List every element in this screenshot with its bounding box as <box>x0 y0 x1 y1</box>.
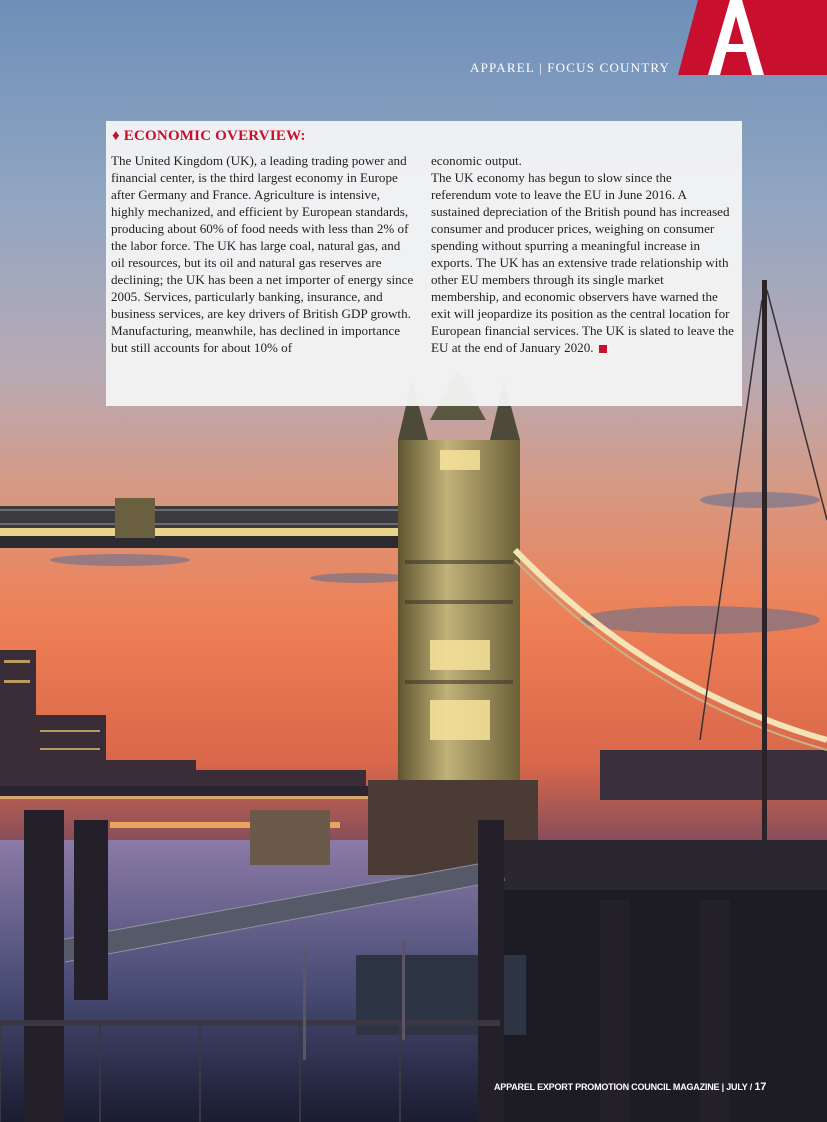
page-footer <box>494 1081 766 1093</box>
magazine-logo <box>678 0 827 75</box>
article-column-1: The United Kingdom (UK), a leading trading power and financial center, is the third largest economy in Europe after Germany and France. Agriculture is intensive, highly mechanized, and efficient by European standards, producing about 60% of food needs with less than 2% of the labor force. The UK has large coal, natural gas, and oil resources, but its oil and natural gas reserves are declining; the UK has been a net importer of energy since 2005. Services, particularly banking, insurance, and business services, are key drivers of British GDP growth. Manufacturing, meanwhile, has declined in importance but still accounts for about 10% of <box>111 153 414 355</box>
article-column-2 <box>431 152 734 356</box>
article-column-2-text: economic output. The UK economy has begun to slow since the referendum vote to leave the EU in June 2016. A sustained depreciation of the British pound has increased consumer and producer prices, weighing on consumer spending without spurring a meaningful increase in exports. The UK has an extensive trade relationship with other EU members through its single market membership, and economic observers have warned the exit will jeopardize its position as the central location for European financial services. The UK is slated to leave the EU at the end of January 2020. <box>431 153 734 355</box>
footer-text: APPAREL EXPORT PROMOTION COUNCIL MAGAZINE | JULY / <box>494 1082 755 1092</box>
section-header: APPAREL | FOCUS COUNTRY <box>470 60 671 75</box>
page-number: 17 <box>754 1081 767 1093</box>
end-mark-icon <box>599 345 607 353</box>
economic-overview-panel <box>106 121 742 406</box>
section-heading: ♦ ECONOMIC OVERVIEW: <box>112 128 306 144</box>
